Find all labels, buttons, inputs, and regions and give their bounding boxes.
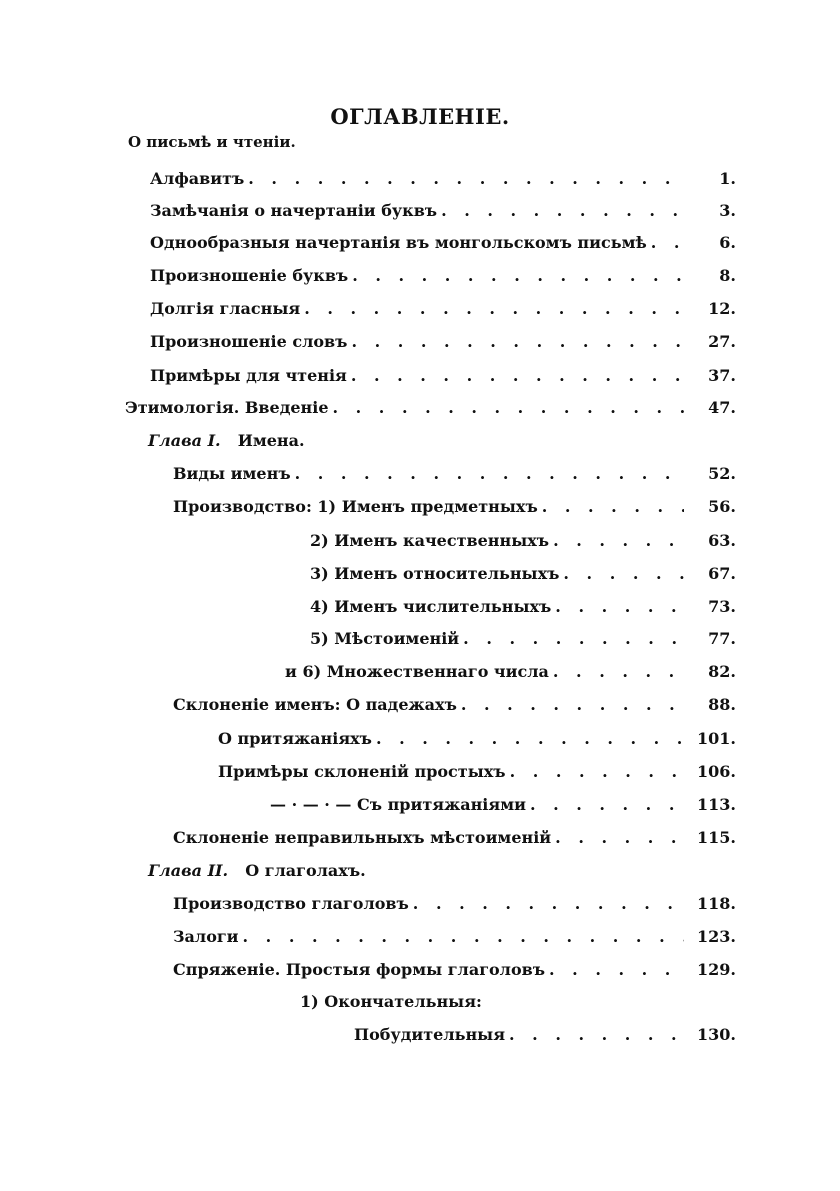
entry-page: 27. [708,332,736,351]
entry-label: Виды именъ [173,464,291,483]
entry-page: 77. [708,629,736,648]
leader-dots [351,332,684,351]
leader-dots [441,201,684,220]
entry-page: 47. [708,398,736,417]
toc-entry [173,927,736,946]
entry-page: 6. [719,233,736,252]
toc-entry [150,169,736,188]
toc-entry [150,233,736,252]
section-heading: О письмѣ и чтеніи. [128,133,296,151]
chapter-name: О глаголахъ. [245,861,366,880]
leader-dots [651,233,684,252]
toc-entry [173,960,736,979]
toc-entry [150,266,736,285]
entry-page: 82. [708,662,736,681]
leader-dots [351,366,684,385]
entry-page: 130. [697,1025,736,1044]
entry-page: 37. [708,366,736,385]
leader-dots [555,597,684,616]
leader-dots [549,960,684,979]
toc-entry [310,597,736,616]
entry-page: 113. [697,795,736,814]
entry-page: 56. [708,497,736,516]
toc-entry [150,332,736,351]
toc-entry [310,564,736,583]
leader-dots [295,464,684,483]
leader-dots [413,894,684,913]
chapter-heading [148,431,305,450]
sub-heading: 1) Окончательныя: [300,992,482,1011]
page-title: ОГЛАВЛЕНІЕ. [330,104,510,129]
leader-dots [376,729,684,748]
chapter-number: Глава І. [148,431,221,450]
entry-label: Склоненіе именъ: О падежахъ [173,695,457,714]
entry-label: — · — · — Съ притяжаніями [270,795,526,814]
entry-page: 118. [697,894,736,913]
chapter-name: Имена. [237,431,305,450]
entry-label: Долгія гласныя [150,299,301,318]
entry-label: Побудительныя [354,1025,506,1044]
entry-label: Этимологія. Введеніе [125,398,329,417]
entry-label: Замѣчанія о начертаніи буквъ [150,201,438,220]
toc-entry [310,629,736,648]
toc-entry [150,366,736,385]
leader-dots [510,762,684,781]
chapter-heading [148,861,366,880]
leader-dots [530,795,684,814]
leader-dots [509,1025,684,1044]
toc-entry [354,1025,736,1044]
entry-label: Спряженіе. Простыя формы глаголовъ [173,960,546,979]
entry-page: 3. [719,201,736,220]
entry-page: 67. [708,564,736,583]
entry-page: 73. [708,597,736,616]
leader-dots [333,398,684,417]
entry-page: 106. [697,762,736,781]
leader-dots [248,169,684,188]
leader-dots [553,662,684,681]
leader-dots [461,695,684,714]
toc-entry [218,729,736,748]
entry-label: 4) Именъ числительныхъ [310,597,552,616]
entry-page: 8. [719,266,736,285]
entry-label: О притяжаніяхъ [218,729,372,748]
leader-dots [555,828,684,847]
entry-label: Склоненіе неправильныхъ мѣстоименій [173,828,552,847]
toc-entry [285,662,736,681]
toc-entry [125,398,736,417]
entry-label: Производство глаголовъ [173,894,409,913]
leader-dots [304,299,684,318]
toc-entry [150,201,736,220]
entry-page: 52. [708,464,736,483]
entry-page: 12. [708,299,736,318]
toc-entry [173,695,736,714]
entry-label: Производство: 1) Именъ предметныхъ [173,497,538,516]
toc-entry [173,497,736,516]
leader-dots [463,629,684,648]
entry-label: Примѣры склоненій простыхъ [218,762,506,781]
entry-page: 115. [697,828,736,847]
toc-entry [310,531,736,550]
leader-dots [563,564,684,583]
entry-label: 2) Именъ качественныхъ [310,531,550,550]
leader-dots [243,927,684,946]
entry-label: 5) Мѣстоименій [310,629,460,648]
entry-label: и 6) Множественнаго числа [285,662,549,681]
entry-label: Примѣры для чтенія [150,366,347,385]
toc-entry [150,299,736,318]
entry-label: Залоги [173,927,239,946]
entry-label: Алфавитъ [150,169,245,188]
entry-label: Произношеніе словъ [150,332,348,351]
leader-dots [542,497,684,516]
leader-dots [352,266,684,285]
entry-page: 123. [697,927,736,946]
entry-page: 1. [719,169,736,188]
entry-label: Однообразныя начертанія въ монгольскомъ письмѣ [150,233,647,252]
leader-dots [553,531,684,550]
entry-label: 3) Именъ относительныхъ [310,564,560,583]
toc-entry [173,828,736,847]
entry-page: 88. [708,695,736,714]
toc-entry [173,894,736,913]
entry-page: 129. [697,960,736,979]
entry-page: 63. [708,531,736,550]
entry-label: Произношеніе буквъ [150,266,349,285]
entry-page: 101. [697,729,736,748]
toc-entry [218,762,736,781]
chapter-number: Глава ІІ. [148,861,229,880]
toc-entry [173,464,736,483]
toc-entry [270,795,736,814]
